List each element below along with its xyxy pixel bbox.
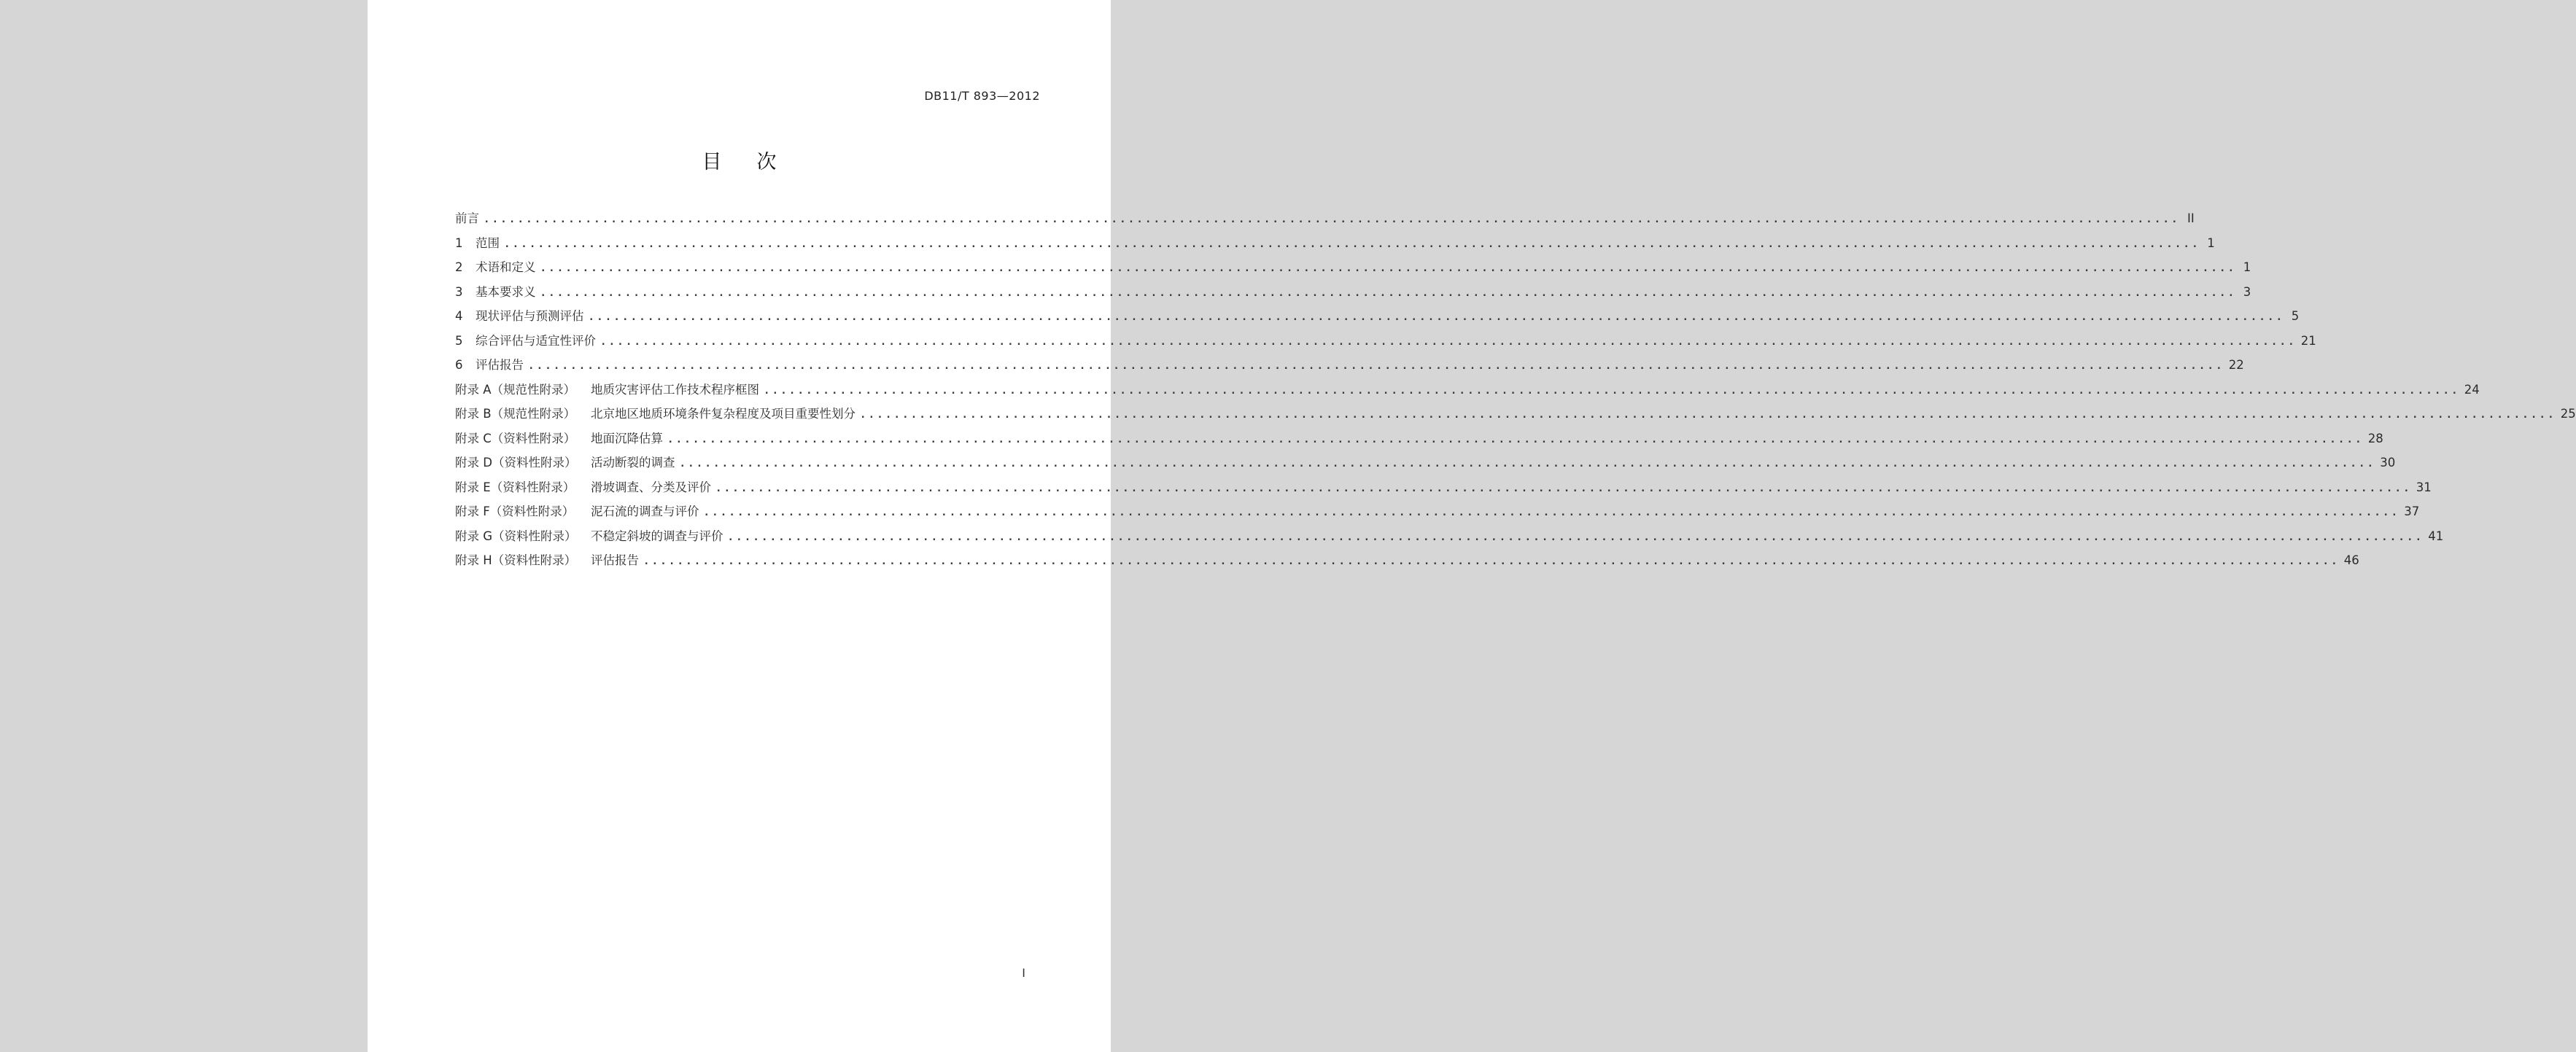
standard-code: DB11/T 893—2012 xyxy=(924,89,1040,103)
appendix-kind: （规范性附录） xyxy=(491,407,576,421)
toc-entry-page: 28 xyxy=(2367,431,2383,445)
toc-appendix-h[interactable] xyxy=(455,550,2359,575)
toc-leader-dots: ........................................................................................................................................................................................................ xyxy=(764,384,2460,397)
table-of-contents xyxy=(455,209,2576,575)
appendix-prefix: 附录 xyxy=(455,456,479,469)
toc-appendix-g[interactable] xyxy=(455,526,2444,551)
toc-entry-page: 37 xyxy=(2404,504,2420,518)
toc-entry-5[interactable] xyxy=(455,331,2316,356)
toc-leader-dots: ........................................................................................................................................................................................................ xyxy=(860,409,2556,421)
appendix-kind: （资料性附录） xyxy=(489,504,575,518)
toc-leader-dots: ........................................................................................................................................................................................................ xyxy=(600,335,2297,348)
appendix-letter: F xyxy=(483,504,490,518)
toc-entry-label: 不稳定斜坡的调查与评价 xyxy=(591,529,723,543)
toc-title-part1: 目 xyxy=(702,151,722,174)
toc-entry-page: 41 xyxy=(2428,529,2444,543)
toc-entry-number: 1 xyxy=(455,235,463,250)
toc-title xyxy=(368,146,1111,174)
appendix-kind: （资料性附录） xyxy=(490,480,575,494)
toc-entry-page: 31 xyxy=(2416,480,2432,494)
appendix-designation xyxy=(455,429,591,446)
toc-entry-number: 2 xyxy=(455,260,463,274)
toc-entry-label: 泥石流的调查与评价 xyxy=(591,504,699,518)
toc-entry-label: 滑坡调查、分类及评价 xyxy=(591,480,711,494)
toc-leader-dots: ........................................................................................................................................................................................................ xyxy=(679,458,2376,469)
toc-entry-page: II xyxy=(2187,211,2195,225)
appendix-prefix: 附录 xyxy=(455,382,479,397)
appendix-letter: A xyxy=(483,382,492,397)
toc-leader-dots: ........................................................................................................................................................................................................ xyxy=(484,214,2180,225)
toc-entry-label: 北京地区地质环境条件复杂程度及项目重要性划分 xyxy=(591,407,856,421)
appendix-letter: C xyxy=(483,431,492,445)
toc-entry-page: 22 xyxy=(2228,358,2244,372)
toc-entry-label: 术语和定义 xyxy=(476,260,536,274)
toc-entry-label: 综合评估与适宜性评价 xyxy=(476,333,596,348)
toc-entry-foreword[interactable] xyxy=(455,209,2195,233)
appendix-prefix: 附录 xyxy=(455,529,479,543)
toc-entry-page: 30 xyxy=(2380,456,2396,469)
toc-entry-page: 21 xyxy=(2300,333,2316,348)
toc-entry-label: 活动断裂的调查 xyxy=(591,456,675,469)
toc-entry-number: 5 xyxy=(455,333,463,348)
toc-entry-number: 6 xyxy=(455,358,463,372)
appendix-designation xyxy=(455,404,591,421)
toc-appendix-e[interactable] xyxy=(455,478,2432,502)
toc-leader-dots: ........................................................................................................................................................................................................ xyxy=(667,433,2364,445)
toc-leader-dots: ........................................................................................................................................................................................................ xyxy=(504,238,2200,250)
toc-entry-2[interactable] xyxy=(455,257,2251,282)
toc-entry-page: 24 xyxy=(2464,382,2480,397)
appendix-designation xyxy=(455,502,591,519)
appendix-letter: D xyxy=(483,456,492,469)
appendix-designation xyxy=(455,453,591,470)
toc-entry-4[interactable] xyxy=(455,306,2300,331)
toc-leader-dots: ........................................................................................................................................................................................................ xyxy=(715,482,2412,494)
toc-leader-dots: ........................................................................................................................................................................................................ xyxy=(643,556,2340,567)
toc-leader-dots: ........................................................................................................................................................................................................ xyxy=(727,531,2424,543)
toc-entry-page: 25 xyxy=(2560,407,2576,421)
toc-entry-label: 现状评估与预测评估 xyxy=(476,309,584,323)
appendix-letter: G xyxy=(483,529,493,543)
appendix-kind: （资料性附录） xyxy=(491,431,576,445)
toc-appendix-c[interactable] xyxy=(455,429,2383,453)
toc-entry-3[interactable] xyxy=(455,282,2251,307)
appendix-letter: H xyxy=(483,553,492,567)
toc-leader-dots: ........................................................................................................................................................................................................ xyxy=(703,507,2400,518)
appendix-kind: （资料性附录） xyxy=(492,553,577,567)
toc-leader-dots: ........................................................................................................................................................................................................ xyxy=(588,311,2285,323)
toc-appendix-f[interactable] xyxy=(455,502,2420,526)
toc-appendix-b[interactable] xyxy=(455,404,2576,429)
toc-entry-number: 4 xyxy=(455,309,463,323)
toc-entry-1[interactable] xyxy=(455,233,2215,258)
toc-leader-dots: ........................................................................................................................................................................................................ xyxy=(540,287,2237,299)
toc-leader-dots: ........................................................................................................................................................................................................ xyxy=(528,360,2224,372)
appendix-kind: （资料性附录） xyxy=(492,456,577,469)
toc-entry-6[interactable] xyxy=(455,355,2244,380)
appendix-designation xyxy=(455,550,591,568)
toc-entry-page: 1 xyxy=(2207,235,2215,250)
page-folio: I xyxy=(1022,966,1025,980)
toc-entry-page: 3 xyxy=(2243,284,2251,299)
toc-entry-label: 评估报告 xyxy=(476,358,524,372)
toc-entry-label: 前言 xyxy=(455,211,479,225)
toc-entry-page: 5 xyxy=(2291,309,2300,323)
toc-title-part2: 次 xyxy=(756,151,777,174)
appendix-letter: B xyxy=(483,407,492,421)
toc-entry-label: 范围 xyxy=(476,235,500,250)
appendix-designation xyxy=(455,526,591,544)
toc-entry-label: 地质灾害评估工作技术程序框图 xyxy=(591,382,759,397)
toc-entry-number: 3 xyxy=(455,284,463,299)
appendix-kind: （资料性附录） xyxy=(492,529,577,543)
appendix-prefix: 附录 xyxy=(455,504,479,518)
appendix-designation xyxy=(455,478,591,495)
toc-entry-label: 地面沉降估算 xyxy=(591,431,663,445)
toc-entry-label: 评估报告 xyxy=(591,553,639,567)
appendix-kind: （规范性附录） xyxy=(491,382,576,397)
toc-entry-page: 1 xyxy=(2243,260,2251,274)
toc-entry-page: 46 xyxy=(2343,553,2359,567)
appendix-prefix: 附录 xyxy=(455,553,479,567)
appendix-designation xyxy=(455,380,591,397)
toc-appendix-d[interactable] xyxy=(455,453,2396,478)
appendix-prefix: 附录 xyxy=(455,480,479,494)
toc-leader-dots: ........................................................................................................................................................................................................ xyxy=(540,262,2237,274)
appendix-letter: E xyxy=(483,480,491,494)
toc-appendix-a[interactable] xyxy=(455,380,2480,405)
toc-entry-label: 基本要求义 xyxy=(476,284,536,299)
document-page xyxy=(368,0,2576,1052)
appendix-prefix: 附录 xyxy=(455,431,479,445)
appendix-prefix: 附录 xyxy=(455,407,479,421)
